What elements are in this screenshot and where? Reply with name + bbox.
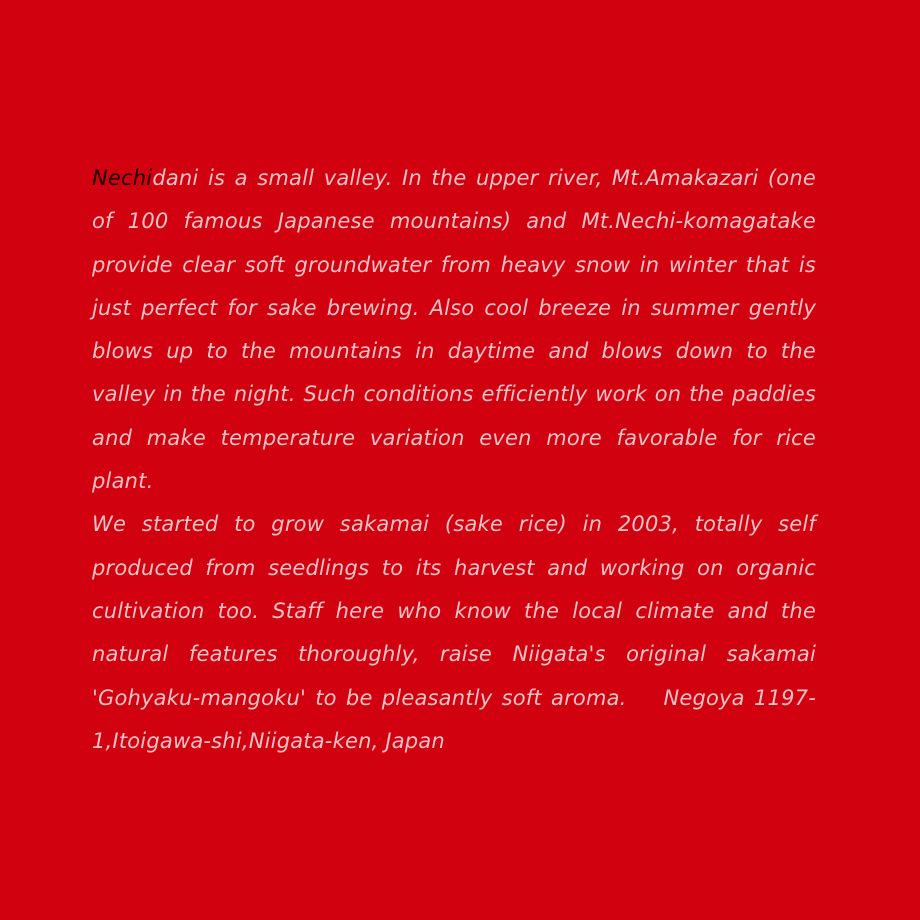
paragraph-intro — [92, 157, 816, 503]
description-text-block — [92, 157, 816, 763]
paragraph-intro-text: dani is a small valley. In the upper river, Mt.Amakazari (one of 100 famous Japanese mountains) and Mt.Nechi-komagatake provide clear soft groundwater from heavy snow in winter that is just perfect for sake brewing. Also cool breeze in summer gently blows up to the mountains in daytime and blows down to the valley in the night. Such conditions efficiently work on the paddies and make temperature variation even more favorable for rice plant. — [92, 166, 816, 494]
paragraph-cultivation-text: We started to grow sakamai (sake rice) in 2003, totally self produced from seedlings to its harvest and working on organic cultivation too. Staff here who know the local climate and the natural features thoroughly, raise Niigata's original sakamai 'Gohyaku-mangoku' to be pleasantly soft aroma. — [92, 512, 816, 710]
paragraph-cultivation — [92, 503, 816, 763]
address-text: Negoya 1197-1,Itoigawa-shi,Niigata-ken, Japan — [92, 685, 816, 753]
highlight-word: Nechi — [92, 166, 153, 190]
